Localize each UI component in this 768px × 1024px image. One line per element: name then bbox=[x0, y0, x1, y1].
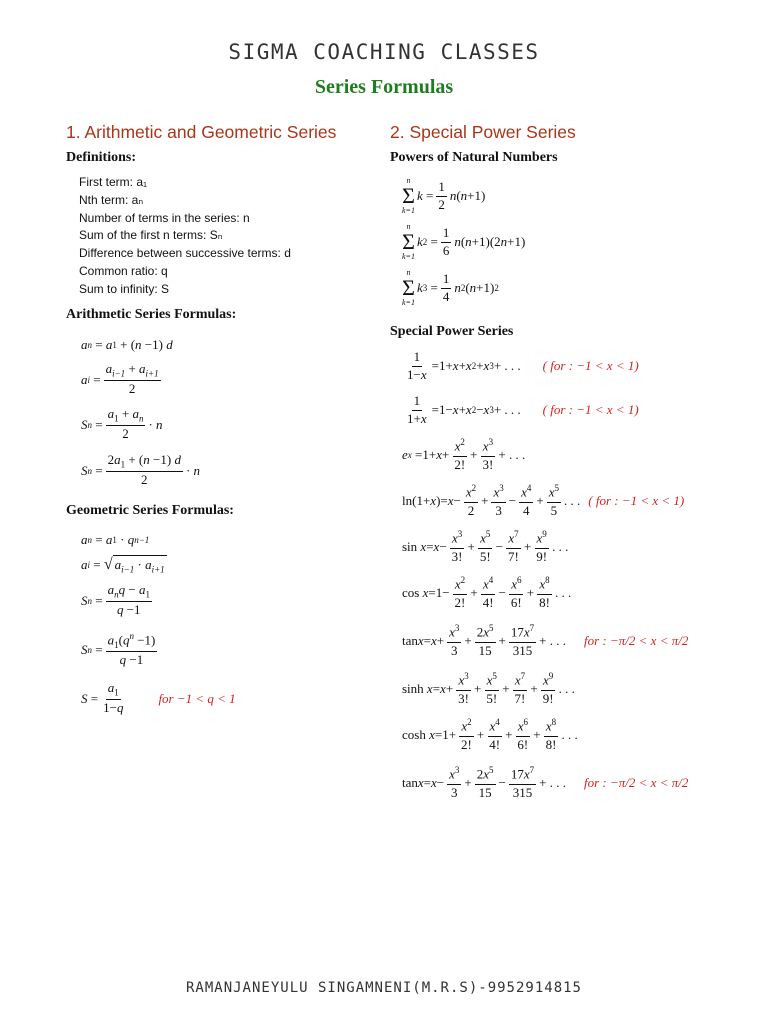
condition-x: ( for : −1 < x < 1) bbox=[542, 358, 639, 373]
definition-item: Sum to infinity: S bbox=[79, 281, 170, 296]
geometric-heading: Geometric Series Formulas: bbox=[66, 502, 234, 518]
formula-geom-infinite-sum: S = $\frac{a_1}{1-q}$ for −1 < q < 1 bbox=[81, 680, 236, 716]
condition-pi: for : −π/2 < x < π/2 bbox=[584, 633, 689, 648]
formula-exp: e x =1+ x + $\frac{x^2}{2!}$ + $\frac{x^3}{3!}$ + . . . bbox=[402, 437, 526, 472]
formula-geom-mean-term: a i = √ $a_{i-1} \cdot a_{i+1}$ bbox=[81, 555, 165, 575]
condition-x: ( for : −1 < x < 1) bbox=[588, 493, 685, 508]
condition-pi: for : −π/2 < x < π/2 bbox=[584, 775, 689, 790]
condition-x: ( for : −1 < x < 1) bbox=[542, 402, 639, 417]
formula-sum-k-cubed: n Σ k=1 k 3 = $\frac{1}{4}$ n 2 ( n +1) 2 bbox=[402, 268, 499, 307]
formula-tan: tan x = x + $\frac{x^3}{3}$ + $\frac{2x^5}{15}$ + $\frac{17x^7}{315}$ + . . . for : −π/2 < x < π/2 bbox=[402, 623, 689, 658]
formula-sum-k-squared: n Σ k=1 k 2 = $\frac{1}{6}$ n ( n +1)(2 n +1) bbox=[402, 222, 526, 261]
left-column bbox=[66, 150, 384, 719]
formula-sum-k: n Σ k=1 k = $\frac{1}{2}$ n ( n +1) bbox=[402, 176, 486, 215]
formula-arith-nth-term: a n = a 1 + ( n −1) d bbox=[81, 336, 173, 352]
formula-cos: cos x =1− $\frac{x^2}{2!}$ + $\frac{x^4}{4!}$ − $\frac{x^6}{6!}$ + $\frac{x^8}{8!}$ . . . bbox=[402, 575, 572, 610]
definitions-list bbox=[79, 174, 384, 299]
special-series-heading: Special Power Series bbox=[390, 324, 514, 339]
formula-tanh: tan x = x − $\frac{x^3}{3}$ + $\frac{2x^5}{15}$ − $\frac{17x^7}{315}$ + . . . for : −π/2 < x < π/2 bbox=[402, 765, 689, 800]
arithmetic-heading: Arithmetic Series Formulas: bbox=[66, 306, 237, 322]
section-heading-special-power: 2. Special Power Series bbox=[390, 122, 576, 142]
definition-item: Number of terms in the series: n bbox=[79, 210, 250, 225]
formula-geom-sum-1: S n = $\frac{a_nq - a_1}{q -1}$ bbox=[81, 582, 150, 618]
page-subtitle: Series Formulas bbox=[314, 76, 454, 98]
formula-sinh: sinh x = x + $\frac{x^3}{3!}$ + $\frac{x^5}{5!}$ + $\frac{x^7}{7!}$ + $\frac{x^9}{9!}$ . . . bbox=[402, 671, 575, 706]
formula-arith-sum-1: S n = $\frac{a_1 + a_n}{2}$ · n bbox=[81, 406, 163, 442]
page-title: SIGMA COACHING CLASSES bbox=[228, 40, 540, 64]
definition-item: Difference between successive terms: d bbox=[79, 246, 291, 261]
definition-item: Nth term: aₙ bbox=[79, 192, 144, 207]
formula-ln: ln(1+ x )= x − $\frac{x^2}{2}$ + $\frac{x^3}{3}$ − $\frac{x^4}{4}$ + $\frac{x^5}{5}$ . . . ( for : −1 < x < 1) bbox=[402, 483, 685, 518]
condition-q: for −1 < q < 1 bbox=[158, 690, 236, 706]
formula-geom-nth-term: a n = a 1 · q n−1 bbox=[81, 531, 150, 547]
formula-cosh: cosh x =1+ $\frac{x^2}{2!}$ + $\frac{x^4}{4!}$ + $\frac{x^6}{6!}$ + $\frac{x^8}{8!}$ . . . bbox=[402, 717, 578, 752]
right-column bbox=[390, 150, 760, 806]
powers-heading: Powers of Natural Numbers bbox=[390, 150, 558, 165]
formula-geometric-1-minus-x: $\frac{1}{1-x}$ =1+ x + x 2 + x 3 + . . . ( for : −1 < x < 1) bbox=[407, 348, 639, 382]
formula-arith-mean-term: a i = $\frac{a_{i-1} + a_{i+1}}{2}$ bbox=[81, 361, 159, 397]
formula-geom-sum-2: S n = $\frac{a_1(q^n -1)}{q -1}$ bbox=[81, 630, 156, 668]
definition-item: Common ratio: q bbox=[79, 263, 168, 278]
definitions-heading: Definitions: bbox=[66, 150, 136, 165]
section-heading-arithmetic-geometric: 1. Arithmetic and Geometric Series bbox=[66, 122, 337, 142]
formula-sin: sin x = x − $\frac{x^3}{3!}$ + $\frac{x^5}{5!}$ − $\frac{x^7}{7!}$ + $\frac{x^9}{9!}$ . . . bbox=[402, 529, 569, 564]
footer-author-contact: RAMANJANEYULU SINGAMNENI(M.R.S)-9952914815 bbox=[185, 980, 582, 996]
formula-arith-sum-2: S n = $\frac{2a_1 + (n -1) d}{2}$ · n bbox=[81, 452, 201, 488]
formula-geometric-1-plus-x: $\frac{1}{1+x}$ =1− x + x 2 − x 3 + . . . ( for : −1 < x < 1) bbox=[407, 392, 639, 426]
definition-item: First term: a₁ bbox=[79, 175, 148, 189]
definition-item: Sum of the first n terms: Sₙ bbox=[79, 228, 223, 243]
